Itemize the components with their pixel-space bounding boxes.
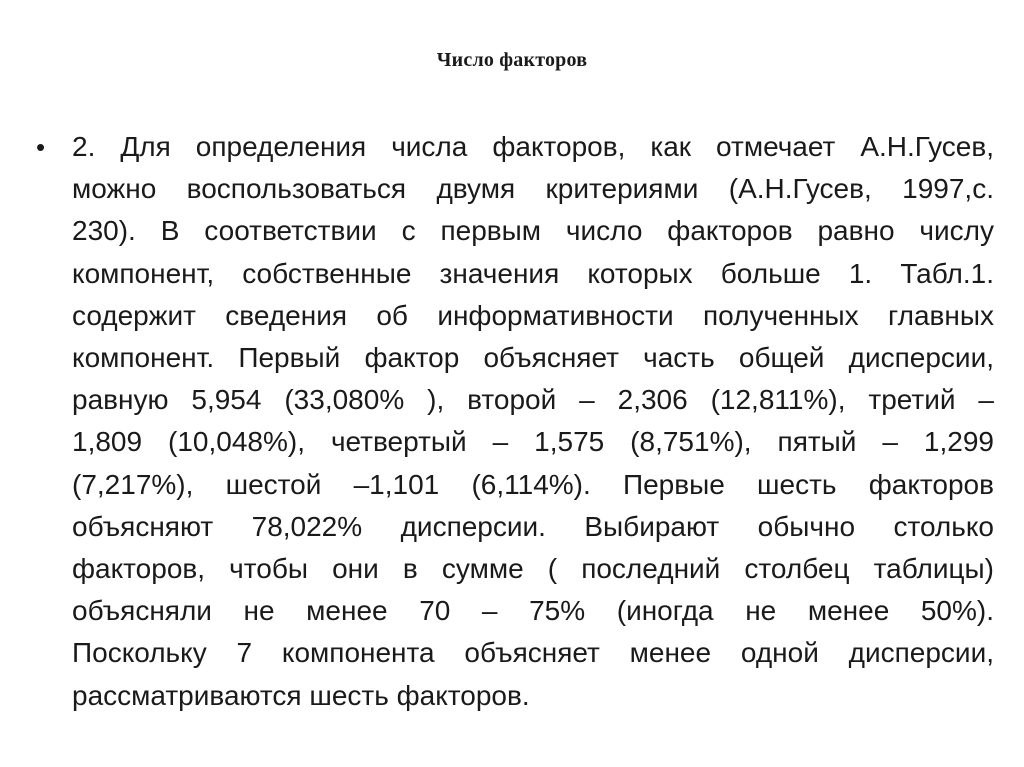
- paragraph-line: содержит сведения об информативности полученных главных: [72, 299, 994, 331]
- paragraph: [72, 126, 994, 717]
- bullet-icon: •: [36, 132, 46, 162]
- paragraph-line: 230). В соответствии с первым число факторов равно числу: [72, 215, 994, 247]
- bullet-item: [36, 126, 994, 717]
- paragraph-line: компонент, собственные значения которых больше 1. Табл.1.: [72, 257, 994, 289]
- paragraph-line: объясняли не менее 70 – 75% (иногда не менее 50%).: [72, 595, 994, 627]
- paragraph-line: (7,217%), шестой –1,101 (6,114%). Первые шесть факторов: [72, 468, 994, 500]
- paragraph-line: равную 5,954 (33,080% ), второй – 2,306 (12,811%), третий –: [72, 384, 994, 416]
- slide-body: [36, 126, 994, 717]
- paragraph-line: компонент. Первый фактор объясняет часть общей дисперсии,: [72, 342, 994, 374]
- paragraph-line: рассматриваются шесть факторов.: [72, 679, 530, 711]
- paragraph-line: Поскольку 7 компонента объясняет менее одной дисперсии,: [72, 637, 994, 669]
- slide-title: Число факторов: [436, 49, 588, 71]
- paragraph-line: 2. Для определения числа факторов, как отмечает А.Н.Гусев,: [72, 131, 994, 162]
- paragraph-line: объясняют 78,022% дисперсии. Выбирают обычно столько: [72, 510, 994, 542]
- paragraph-line: факторов, чтобы они в сумме ( последний столбец таблицы): [72, 553, 994, 585]
- paragraph-line: можно воспользоваться двумя критериями (А.Н.Гусев, 1997,с.: [72, 173, 994, 205]
- paragraph-line: 1,809 (10,048%), четвертый – 1,575 (8,751%), пятый – 1,299: [72, 426, 994, 458]
